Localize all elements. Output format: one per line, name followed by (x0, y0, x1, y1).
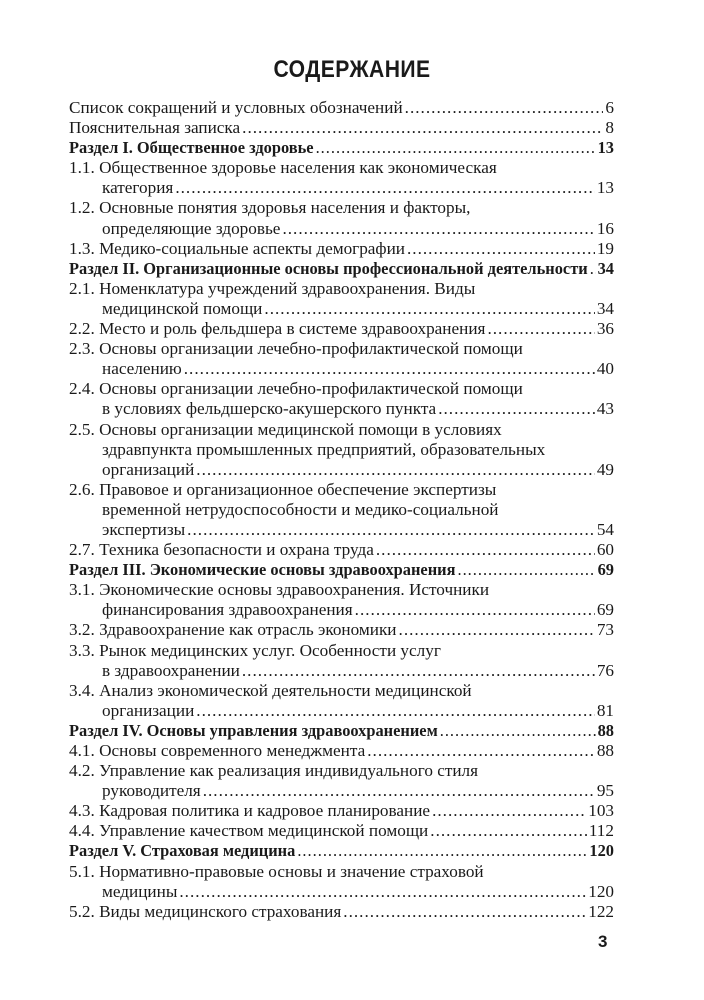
toc-entry-text: Список сокращений и условных обозначений (69, 98, 403, 117)
toc-entry-text: финансирования здравоохранения (102, 600, 353, 620)
toc-entry-text: 4.2. Управление как реализация индивидуального стиля (69, 761, 479, 781)
toc-entry-text: в условиях фельдшерско-акушерского пункта (102, 399, 437, 419)
toc-page-number: 13 (597, 138, 614, 158)
toc-page-number: 6 (605, 98, 614, 117)
toc-entry (69, 821, 614, 841)
dot-leader (242, 661, 595, 681)
toc-entry-text: Раздел III. Экономические основы здравоохранения (69, 560, 456, 580)
toc-entry-text: категория (102, 178, 174, 198)
dot-leader (430, 821, 587, 841)
toc-page-number: 81 (596, 700, 614, 720)
toc-entry (69, 420, 614, 480)
dot-leader (457, 560, 595, 580)
toc-entry-text: 2.5. Основы организации медицинской помощи в условиях (69, 419, 502, 439)
toc-section-entry (69, 560, 614, 580)
toc-entry (69, 118, 614, 138)
dot-leader (184, 359, 595, 379)
toc-page-number: 120 (589, 841, 614, 861)
toc-page-number: 88 (597, 720, 614, 740)
toc-entry (69, 741, 614, 761)
toc-entry-text: 2.2. Место и роль фельдшера в системе здравоохранения (69, 319, 486, 339)
toc-page-number: 8 (605, 118, 614, 138)
toc-page-number: 19 (596, 238, 614, 258)
toc-entry (69, 480, 614, 540)
toc-entry-text: здравпункта промышленных предприятий, образовательных (102, 439, 546, 459)
toc-entry-text: 2.3. Основы организации лечебно-профилактической помощи (69, 339, 523, 359)
toc-entry-text: организаций (102, 459, 195, 479)
toc-page-number: 122 (588, 901, 614, 921)
toc-entry (69, 319, 614, 339)
dot-leader (242, 118, 603, 138)
toc-page-number: 43 (596, 399, 614, 419)
toc-page-number: 69 (596, 600, 614, 620)
toc-section-entry (69, 259, 614, 279)
toc-section-entry (69, 138, 614, 158)
dot-leader (282, 219, 594, 239)
toc-entry-text: организации (102, 700, 195, 720)
dot-leader (487, 319, 594, 339)
toc-page-number: 76 (596, 660, 614, 680)
toc-entry (69, 198, 614, 238)
toc-entry (69, 620, 614, 640)
dot-leader (264, 299, 594, 319)
toc-entry (69, 902, 614, 922)
dot-leader (438, 399, 595, 419)
toc-entry-text: 3.1. Экономические основы здравоохранения. Источники (69, 580, 490, 600)
toc-entry-text: 3.2. Здравоохранение как отрасль экономики (69, 620, 397, 640)
toc-entry (69, 801, 614, 821)
toc-entry-text: Раздел IV. Основы управления здравоохранением (69, 720, 438, 740)
toc-page-number: 16 (596, 218, 614, 238)
toc-entry-text: временной нетрудоспособности и медико-социальной (102, 499, 499, 519)
dot-leader (297, 841, 587, 861)
toc-page-number: 120 (588, 881, 614, 901)
toc-page-number: 49 (596, 459, 614, 479)
toc-entry-text: Раздел V. Страховая медицина (69, 841, 296, 861)
toc-entry (69, 641, 614, 681)
toc-entry (69, 239, 614, 259)
toc-page-number: 88 (596, 741, 614, 760)
toc-entry-text: Раздел II. Организационные основы профессиональной деятельности (69, 258, 588, 278)
toc-entry-text: медицинской помощи (102, 298, 263, 318)
toc-entry (69, 339, 614, 379)
dot-leader (343, 902, 586, 922)
toc-page-number: 112 (588, 821, 614, 841)
toc-entry-text: Пояснительная записка (69, 118, 241, 138)
toc-entry (69, 580, 614, 620)
dot-leader (175, 178, 594, 198)
toc-entry-text: 4.4. Управление качеством медицинской помощи (69, 821, 429, 841)
dot-leader (376, 540, 595, 560)
dot-leader (399, 620, 595, 640)
dot-leader (187, 520, 595, 540)
toc-entry (69, 540, 614, 560)
toc-page-number: 69 (597, 560, 614, 580)
toc-entry (69, 379, 614, 419)
dot-leader (407, 239, 595, 259)
toc-page-number: 13 (596, 178, 614, 198)
toc-page-number: 34 (597, 258, 614, 278)
toc-page-number: 54 (596, 519, 614, 539)
toc-entry (69, 98, 614, 118)
toc-entry-text: 4.1. Основы современного менеджмента (69, 741, 366, 760)
toc-entry-text: 2.1. Номенклатура учреждений здравоохранения. Виды (69, 278, 476, 298)
page-title: СОДЕРЖАНИЕ (273, 56, 431, 83)
toc-entry (69, 158, 614, 198)
toc-entry-text: в здравоохранении (102, 660, 240, 680)
toc-entry-text: 3.3. Рынок медицинских услуг. Особенности услуг (69, 640, 441, 660)
toc-entry-text: 3.4. Анализ экономической деятельности медицинской (69, 680, 472, 700)
toc-entry (69, 862, 614, 902)
dot-leader (179, 882, 586, 902)
toc-page-number: 103 (588, 801, 614, 821)
toc-section-entry (69, 721, 614, 741)
toc-entry-text: 1.1. Общественное здоровье населения как экономическая (69, 158, 497, 178)
dot-leader (196, 460, 595, 480)
toc-page-number: 95 (596, 781, 614, 801)
toc-section-entry (69, 841, 614, 861)
dot-leader (405, 98, 604, 118)
dot-leader (316, 138, 596, 158)
dot-leader (203, 781, 595, 801)
toc-entry-text: 4.3. Кадровая политика и кадровое планирование (69, 801, 431, 821)
toc-entry-text: 5.2. Виды медицинского страхования (69, 901, 342, 921)
toc-entry-text: экспертизы (102, 519, 186, 539)
dot-leader (590, 259, 596, 279)
toc-entry-text: населению (102, 359, 182, 379)
dot-leader (367, 741, 595, 761)
table-of-contents (69, 98, 614, 922)
toc-page-number: 40 (596, 359, 614, 379)
toc-entry-text: медицины (102, 881, 178, 901)
toc-entry-text: 2.6. Правовое и организационное обеспечение экспертизы (69, 479, 497, 499)
dot-leader (196, 701, 595, 721)
toc-page-number: 34 (596, 298, 614, 318)
dot-leader (355, 600, 595, 620)
toc-entry-text: Раздел I. Общественное здоровье (69, 138, 314, 158)
toc-entry-text: 5.1. Нормативно-правовые основы и значение страховой (69, 861, 484, 881)
toc-entry (69, 761, 614, 801)
page-number: 3 (598, 932, 608, 951)
toc-entry-text: 1.3. Медико-социальные аспекты демографии (69, 238, 405, 258)
toc-page-number: 73 (596, 620, 614, 640)
toc-entry-text: 1.2. Основные понятия здоровья населения и факторы, (69, 198, 471, 218)
toc-entry-text: 2.7. Техника безопасности и охрана труда (69, 540, 374, 560)
toc-entry-text: 2.4. Основы организации лечебно-профилактической помощи (69, 379, 523, 399)
toc-page-number: 60 (596, 540, 614, 560)
toc-entry-text: определяющие здоровье (102, 218, 281, 238)
toc-entry-text: руководителя (102, 781, 201, 801)
dot-leader (432, 801, 586, 821)
toc-page-number: 36 (596, 319, 614, 339)
dot-leader (440, 721, 596, 741)
toc-entry (69, 681, 614, 721)
toc-entry (69, 279, 614, 319)
